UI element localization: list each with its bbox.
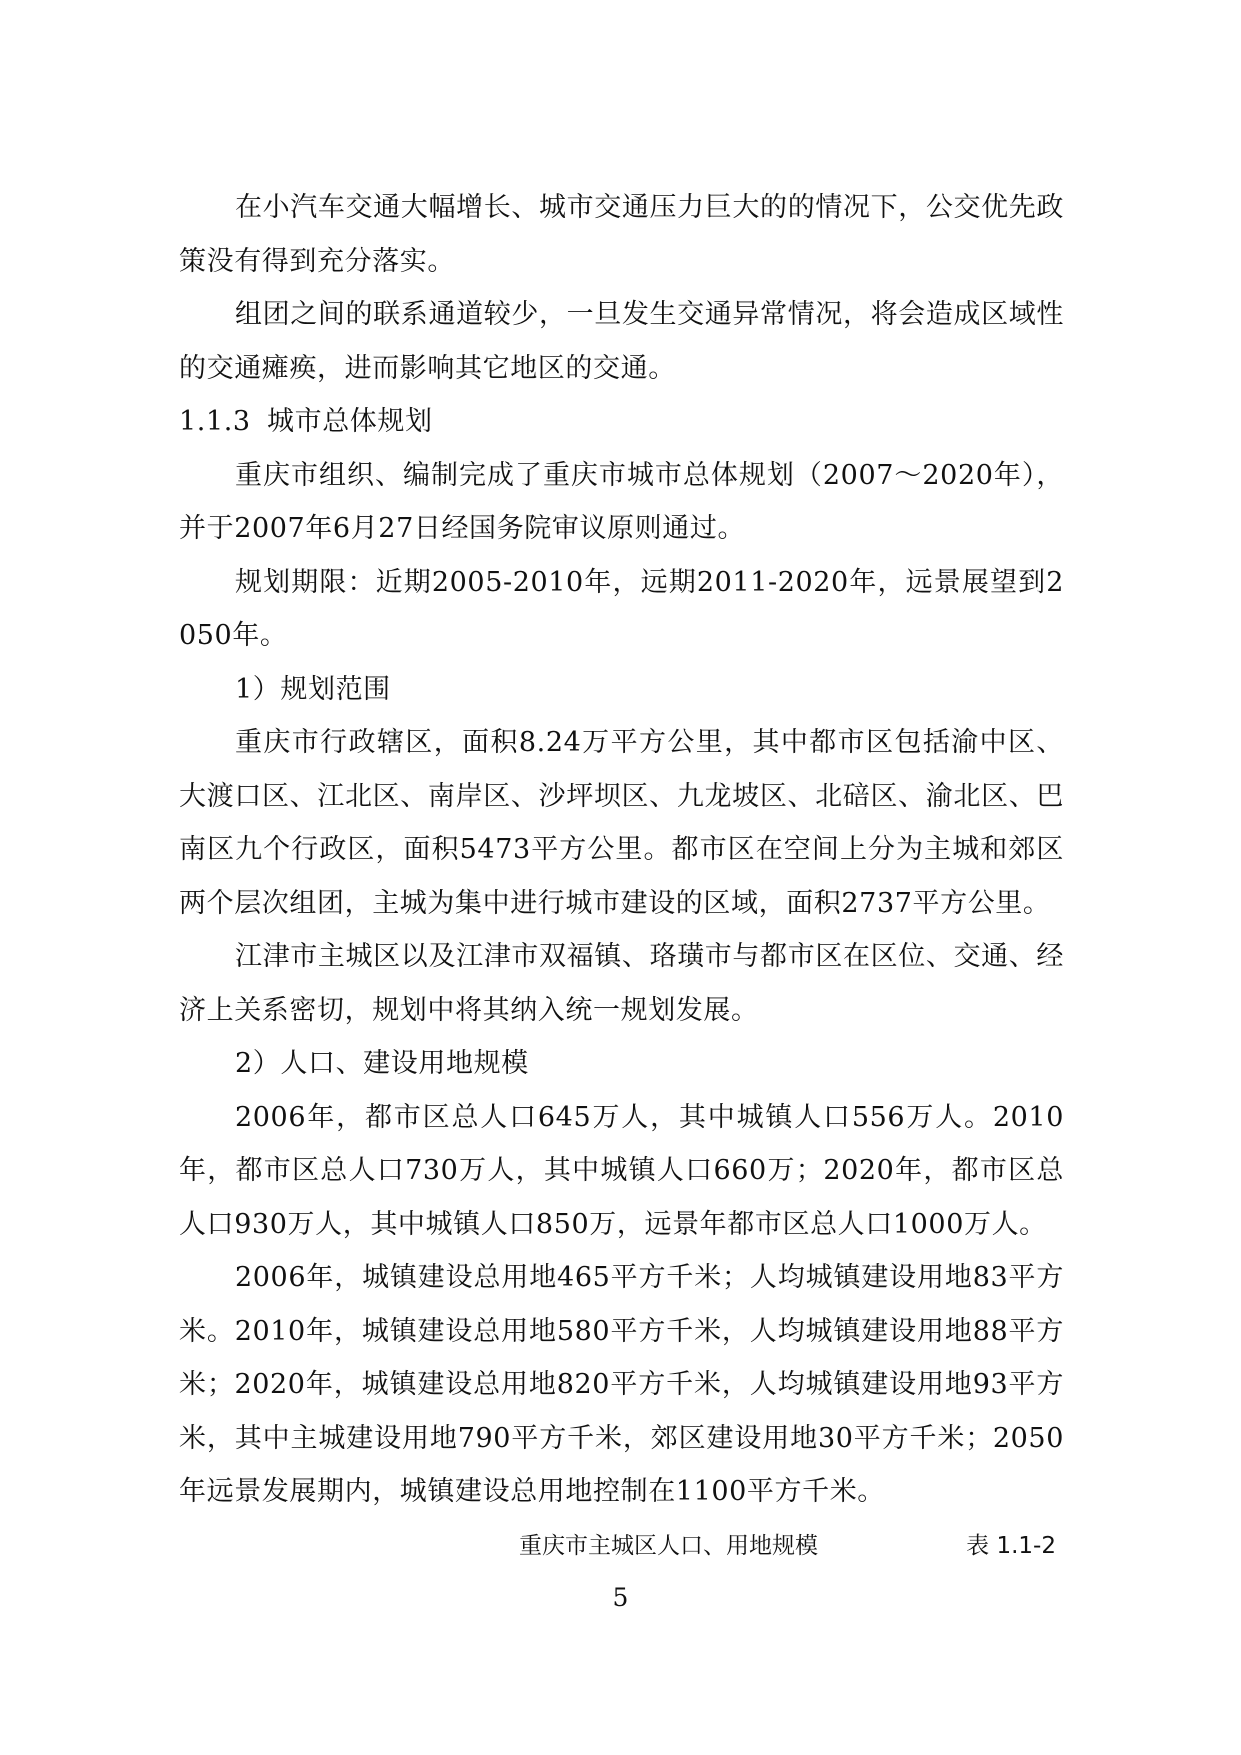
paragraph-admin-area: 重庆市行政辖区，面积8.24万平方公里，其中都市区包括渝中区、大渡口区、江北区、南岸区、沙坪坝区、九龙坡区、北碚区、渝北区、巴南区九个行政区，面积5473平方公里。都市区在空间上分为主城和郊区两个层次组团，主城为集中进行城市建设的区域，面积2737平方公里。 bbox=[179, 727, 1064, 919]
section-number: 1.1.3 bbox=[179, 406, 251, 437]
paragraph-plan-period: 规划期限：近期2005-2010年，远期2011-2020年，远景展望到2050年。 bbox=[179, 566, 1064, 651]
page-number: 5 bbox=[612, 1583, 629, 1612]
section-heading bbox=[179, 395, 1064, 449]
subheading-plan-scope: 1）规划范围 bbox=[235, 673, 391, 705]
paragraph-jiangjin: 江津市主城区以及江津市双福镇、珞璜市与都市区在区位、交通、经济上关系密切，规划中将其纳入统一规划发展。 bbox=[179, 941, 1064, 1026]
paragraph-land-use: 2006年，城镇建设总用地465平方千米；人均城镇建设用地83平方米。2010年，城镇建设总用地580平方千米，人均城镇建设用地88平方米；2020年，城镇建设总用地820平方千米，人均城镇建设用地93平方米，其中主城建设用地790平方千米，郊区建设用地30平方千米；2050年远景发展期内，城镇建设总用地控制在1100平方千米。 bbox=[179, 1262, 1064, 1507]
paragraph-transit-priority: 在小汽车交通大幅增长、城市交通压力巨大的的情况下，公交优先政策没有得到充分落实。 bbox=[179, 192, 1064, 277]
body-text bbox=[179, 181, 1064, 1519]
table-caption-title: 重庆市主城区人口、用地规模 bbox=[519, 1533, 818, 1559]
paragraph-master-plan: 重庆市组织、编制完成了重庆市城市总体规划（2007～2020年），并于2007年6月27日经国务院审议原则通过。 bbox=[179, 459, 1064, 544]
section-title: 城市总体规划 bbox=[267, 406, 433, 437]
table-caption-number: 表 1.1-2 bbox=[966, 1533, 1056, 1559]
table-caption bbox=[179, 1526, 1064, 1566]
subheading-population-land: 2）人口、建设用地规模 bbox=[235, 1048, 529, 1079]
paragraph-cluster-links: 组团之间的联系通道较少，一旦发生交通异常情况，将会造成区域性的交通瘫痪，进而影响其它地区的交通。 bbox=[179, 299, 1064, 384]
paragraph-population: 2006年，都市区总人口645万人，其中城镇人口556万人。2010年，都市区总人口730万人，其中城镇人口660万；2020年，都市区总人口930万人，其中城镇人口850万，远景年都市区总人口1000万人。 bbox=[179, 1101, 1064, 1240]
